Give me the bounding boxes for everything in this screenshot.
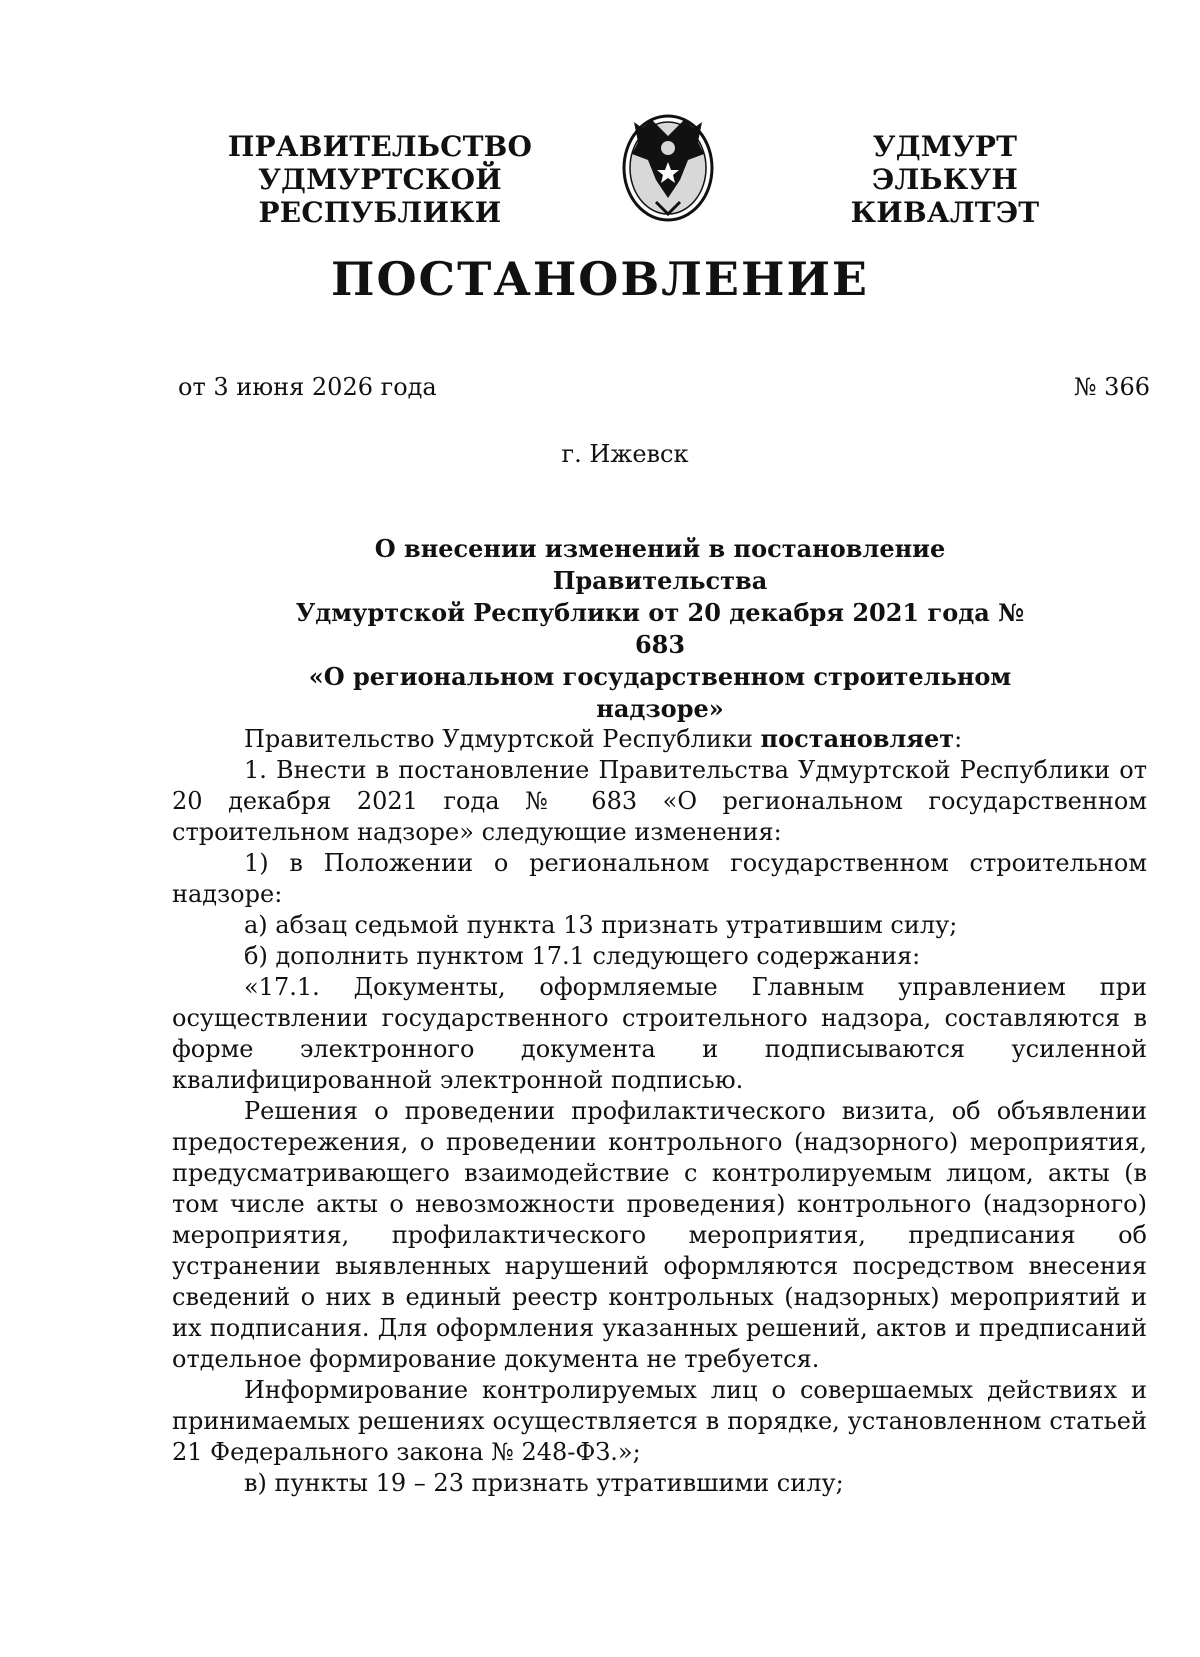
body-paragraph: 1) в Положении о региональном государственном строительном надзоре: — [172, 849, 1147, 908]
subject-line: «О региональном государственном строительном — [308, 662, 1012, 691]
body-paragraph: б) дополнить пунктом 17.1 следующего содержания: — [244, 942, 921, 970]
header-right-line2: КИВАЛТЭТ — [850, 196, 1040, 229]
document-title: ПОСТАНОВЛЕНИЕ — [331, 252, 869, 306]
coat-of-arms-icon — [612, 108, 724, 223]
body-paragraph: «17.1. Документы, оформляемые Главным управлением при осуществлении государственного строительного надзора, составляются в форме электронного документа и подписываются усиленной квалифицированной электронной подписью. — [172, 973, 1147, 1094]
subject-line: О внесении изменений в постановление Правительства — [374, 534, 946, 595]
body-paragraph: в) пункты 19 – 23 признать утратившими силу; — [244, 1469, 844, 1497]
intro-paragraph — [172, 723, 1147, 755]
document-subject — [270, 533, 1050, 725]
header-left-line2: УДМУРТСКОЙ РЕСПУБЛИКИ — [258, 163, 502, 229]
header-left-line1: ПРАВИТЕЛЬСТВО — [227, 130, 533, 163]
intro-bold: постановляет — [760, 724, 955, 753]
government-name-russian — [160, 130, 600, 229]
body-paragraph: а) абзац седьмой пункта 13 признать утратившим силу; — [244, 911, 958, 939]
document-city: г. Ижевск — [561, 440, 689, 468]
header-right-line1: УДМУРТ ЭЛЬКУН — [872, 130, 1018, 196]
intro-suffix: : — [954, 725, 963, 753]
subject-line: Удмуртской Республики от 20 декабря 2021 года № 683 — [295, 598, 1025, 659]
document-number: № 366 — [1073, 373, 1150, 401]
body-paragraph: Информирование контролируемых лиц о совершаемых действиях и принимаемых решениях осуществляется в порядке, установленном статьей 21 Федерального закона № 248-ФЗ.»; — [172, 1376, 1147, 1466]
subject-line: надзоре» — [596, 694, 724, 723]
body-paragraph: Решения о проведении профилактического визита, об объявлении предостережения, о проведении контрольного (надзорного) мероприятия, предусматривающего взаимодействие с контролируемым лицом, акты (в том числе акты о невозможности проведения) контрольного (надзорного) мероприятия, профилактического мероприятия, предписания об устранении выявленных нарушений оформляются посредством внесения сведений о них в единый реестр контрольных (надзорных) мероприятий и их подписания. Для оформления указанных решений, актов и предписаний отдельное формирование документа не требуется. — [172, 1097, 1147, 1373]
document-body — [172, 723, 1147, 1499]
body-paragraph: 1. Внести в постановление Правительства Удмуртской Республики от 20 декабря 2021 года № 683 «О региональном государственном строительном надзоре» следующие изменения: — [172, 756, 1147, 846]
document-date: от 3 июня 2026 года — [178, 373, 437, 401]
government-name-udmurt — [795, 130, 1095, 229]
intro-prefix: Правительство Удмуртской Республики — [244, 725, 761, 753]
